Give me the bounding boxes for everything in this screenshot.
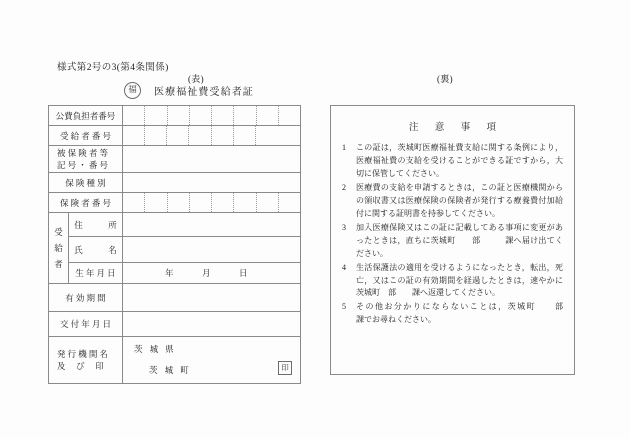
back-side-marker: (裏) bbox=[437, 74, 453, 84]
field-issuer[interactable] bbox=[123, 337, 301, 384]
note-number: 2 bbox=[342, 182, 346, 192]
field-insurer-number[interactable] bbox=[123, 193, 301, 213]
note-number: 3 bbox=[342, 222, 346, 232]
table-row-public-payer-number bbox=[49, 106, 301, 126]
note-text: 医療費の支給を申請するときは，この証と医療機関からの領収書又は医療保険の保険者が発行する療養費付加給付に関する証明書を持参してください。 bbox=[356, 182, 563, 218]
birth-date-year-unit: 年 bbox=[165, 268, 175, 278]
label-address: 住 所 bbox=[69, 213, 123, 237]
label-issue-date: 交 付 年 月 日 bbox=[49, 312, 123, 337]
field-insurance-type[interactable] bbox=[123, 173, 301, 193]
note-text: 生活保護法の適用を受けるようになったとき，転出，死亡，又はこの証の有効期間を経過したときは，速やかに茨城町 部 課へ返還してください。 bbox=[356, 262, 563, 298]
table-row-insurance-type bbox=[49, 173, 301, 193]
field-issue-date[interactable] bbox=[123, 312, 301, 337]
issuer-town: 茨 城 町 bbox=[149, 365, 192, 375]
table-row-recipient-number bbox=[49, 126, 301, 146]
note-number: 4 bbox=[342, 262, 346, 272]
notes-list bbox=[331, 136, 587, 327]
field-birth-date[interactable] bbox=[123, 263, 301, 284]
list-item bbox=[342, 222, 563, 261]
label-recipient-char-3: 者 bbox=[54, 259, 63, 270]
field-name[interactable] bbox=[123, 237, 301, 263]
field-insured-symbol-number[interactable] bbox=[123, 146, 301, 173]
list-item bbox=[342, 142, 563, 181]
table-row-recipient-address bbox=[49, 213, 301, 237]
note-text: 加入医療保険又はこの証に記載してある事項に変更があったときは，直ちに茨城町 部 課へ届け出てください。 bbox=[356, 222, 563, 258]
table-row-insured-symbol-number bbox=[49, 146, 301, 173]
label-public-payer-number: 公費負担者番号 bbox=[49, 106, 123, 126]
table-row-recipient-name bbox=[49, 237, 301, 263]
label-birth-date: 生 年 月 日 bbox=[69, 263, 123, 284]
list-item bbox=[342, 262, 563, 301]
birth-date-month-unit: 月 bbox=[202, 268, 212, 278]
label-recipient-group bbox=[49, 213, 69, 284]
note-text: その他お分かりにならないことは，茨城町 部 課でお尋ねください。 bbox=[356, 302, 587, 325]
notes-panel bbox=[330, 105, 587, 375]
card-title-row bbox=[124, 82, 254, 99]
field-valid-period[interactable] bbox=[123, 284, 301, 312]
label-issuer bbox=[49, 337, 123, 384]
field-recipient-number[interactable] bbox=[123, 126, 301, 146]
table-row-valid-period bbox=[49, 284, 301, 312]
note-text: この証は，茨城町医療福祉費支給に関する条例により，医療福祉費の支給を受けることができる証ですから，大切に保管してください。 bbox=[356, 143, 563, 178]
table-row-issue-date bbox=[49, 312, 301, 337]
table-row-birth-date bbox=[49, 263, 301, 284]
field-public-payer-number[interactable] bbox=[123, 106, 301, 126]
label-issuer-line1: 発 行 機 関 名 bbox=[57, 348, 109, 359]
list-item bbox=[342, 301, 587, 327]
table-row-issuer bbox=[49, 337, 301, 384]
list-item bbox=[342, 182, 563, 221]
label-insurance-type: 保 険 種 別 bbox=[49, 173, 123, 193]
field-address[interactable] bbox=[123, 213, 301, 237]
label-recipient-number: 受 給 者 番 号 bbox=[49, 126, 123, 146]
label-issuer-line2: 及 び 印 bbox=[57, 361, 104, 371]
note-number: 5 bbox=[342, 302, 346, 312]
recipient-certificate-table bbox=[48, 105, 301, 384]
table-row-insurer-number bbox=[49, 193, 301, 213]
card-title: 医療福祉費受給者証 bbox=[154, 87, 254, 98]
fuku-emblem-icon: 福 bbox=[124, 82, 141, 99]
notes-heading: 注 意 事 項 bbox=[408, 123, 504, 133]
label-insured-line1: 被 保 険 者 等 bbox=[57, 147, 109, 158]
label-valid-period: 有 効 期 間 bbox=[49, 284, 123, 312]
label-name: 氏 名 bbox=[69, 237, 123, 263]
note-number: 1 bbox=[342, 143, 346, 152]
label-recipient-char-2: 給 bbox=[54, 242, 63, 253]
label-insurer-number: 保 険 者 番 号 bbox=[49, 193, 123, 213]
birth-date-day-unit: 日 bbox=[239, 268, 249, 278]
form-number: 様式第2号の3(第4条関係) bbox=[57, 63, 169, 73]
label-recipient-char-1: 受 bbox=[54, 226, 63, 237]
issuer-prefecture: 茨 城 県 bbox=[134, 344, 177, 354]
label-insured-symbol-number bbox=[49, 146, 123, 173]
seal-stamp-icon: 印 bbox=[278, 361, 292, 375]
front-side-marker: (表) bbox=[188, 74, 204, 84]
label-insured-line2: 記 号 ・ 番 号 bbox=[57, 160, 109, 170]
